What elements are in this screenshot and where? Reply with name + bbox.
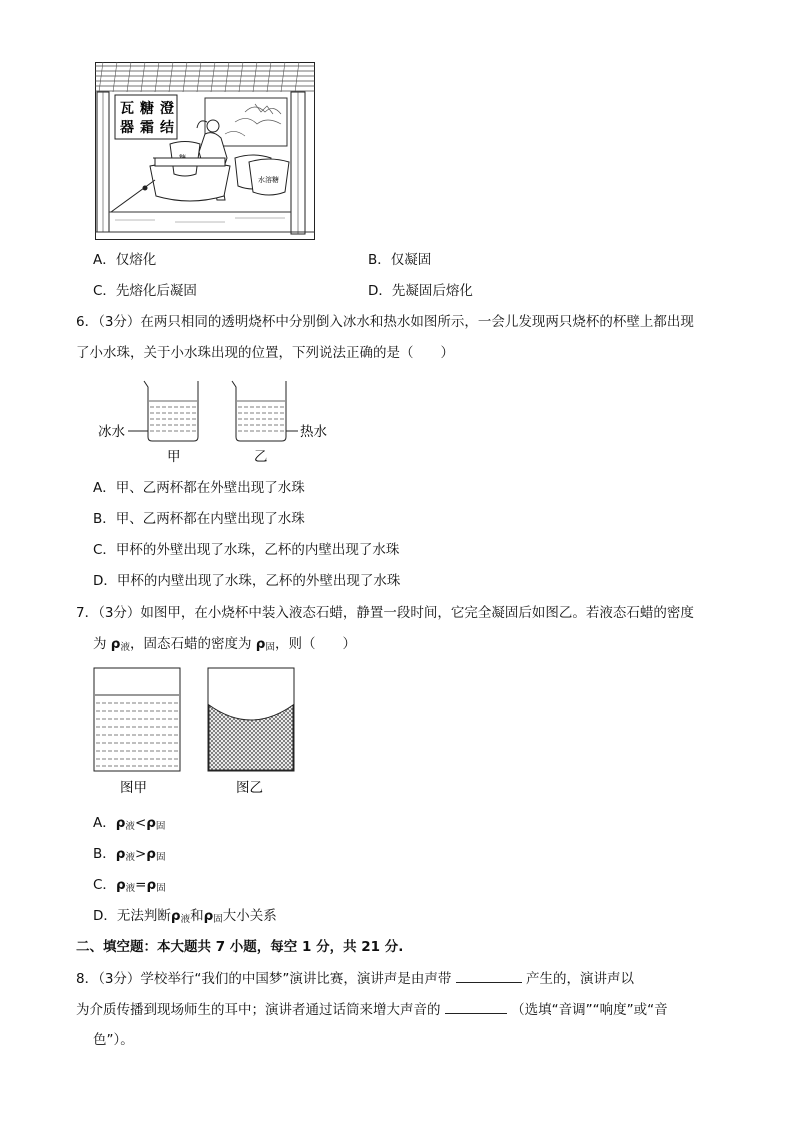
q7-paraffin-figure <box>92 665 302 800</box>
q7-option-a: A．$\rho_液<\rho_固$ <box>93 815 166 832</box>
sign-char-6: 结 <box>160 120 174 136</box>
q7-option-b: B．$\rho_液>\rho_固$ <box>93 846 166 863</box>
q6-option-c: C．甲杯的外壁出现了水珠，乙杯的内壁出现了水珠 <box>93 542 400 558</box>
q7-option-c: C．$\rho_液=\rho_固$ <box>93 877 166 894</box>
section-2-heading: 二、填空题：本大题共 7 小题，每空 1 分，共 21 分. <box>76 939 404 955</box>
sign-char-5: 澄 <box>160 101 174 117</box>
q8-blank-1[interactable] <box>456 968 522 983</box>
q7-option-d: D．无法判断$\rho_液$和$\rho_固$大小关系 <box>93 908 277 925</box>
q6-caption-right: 乙 <box>254 449 268 465</box>
q6-option-d: D．甲杯的内壁出现了水珠，乙杯的外壁出现了水珠 <box>93 573 401 589</box>
q5-option-d: D．先凝固后熔化 <box>368 283 473 299</box>
q6-option-a: A．甲、乙两杯都在外壁出现了水珠 <box>93 480 305 496</box>
sign-char-3: 糖 <box>140 101 154 117</box>
q8-blank-2[interactable] <box>445 999 507 1014</box>
q8-stem-line2: 为介质传播到现场师生的耳中；演讲者通过话筒来增大声音的 （选填“音调”“响度”或“音 <box>76 999 668 1020</box>
q6-stem-line1: 6．（3分）在两只相同的透明烧杯中分别倒入冰水和热水如图所示，一会儿发现两只烧杯的杯壁上都出现 <box>76 314 694 330</box>
q5-option-b: B．仅凝固 <box>368 252 432 268</box>
sugar-crystallization-illustration <box>95 62 315 240</box>
sign-char-4: 霜 <box>140 120 154 136</box>
q6-label-right: 热水 <box>300 424 327 440</box>
q7-stem-line2: 为 $\rho_液$，固态石蜡的密度为 $\rho_固$，则（ ） <box>93 636 356 653</box>
pot-label-2: 水溶糖 <box>258 176 279 184</box>
q8-stem-line1: 8．（3分）学校举行“我们的中国梦”演讲比赛，演讲声是由声带 产生的，演讲声以 <box>76 968 634 989</box>
q6-beakers-figure <box>92 375 342 467</box>
q5-option-a: A．仅熔化 <box>93 252 157 268</box>
q6-stem-line2: 了小水珠，关于小水珠出现的位置，下列说法正确的是（ ） <box>76 345 454 361</box>
q7-caption-right: 图乙 <box>236 780 263 796</box>
sign-char-1: 瓦 <box>120 101 134 117</box>
q6-option-b: B．甲、乙两杯都在内壁出现了水珠 <box>93 511 305 527</box>
sign-char-2: 器 <box>120 120 134 136</box>
q7-stem-line1: 7．（3分）如图甲，在小烧杯中装入液态石蜡，静置一段时间，它完全凝固后如图乙。若液态石蜡的密度 <box>76 605 694 621</box>
q5-option-c: C．先熔化后凝固 <box>93 283 197 299</box>
q7-caption-left: 图甲 <box>120 780 147 796</box>
q6-caption-left: 甲 <box>167 449 181 465</box>
q8-stem-line3: 色”）。 <box>93 1032 134 1048</box>
q6-label-left: 冰水 <box>98 424 125 440</box>
